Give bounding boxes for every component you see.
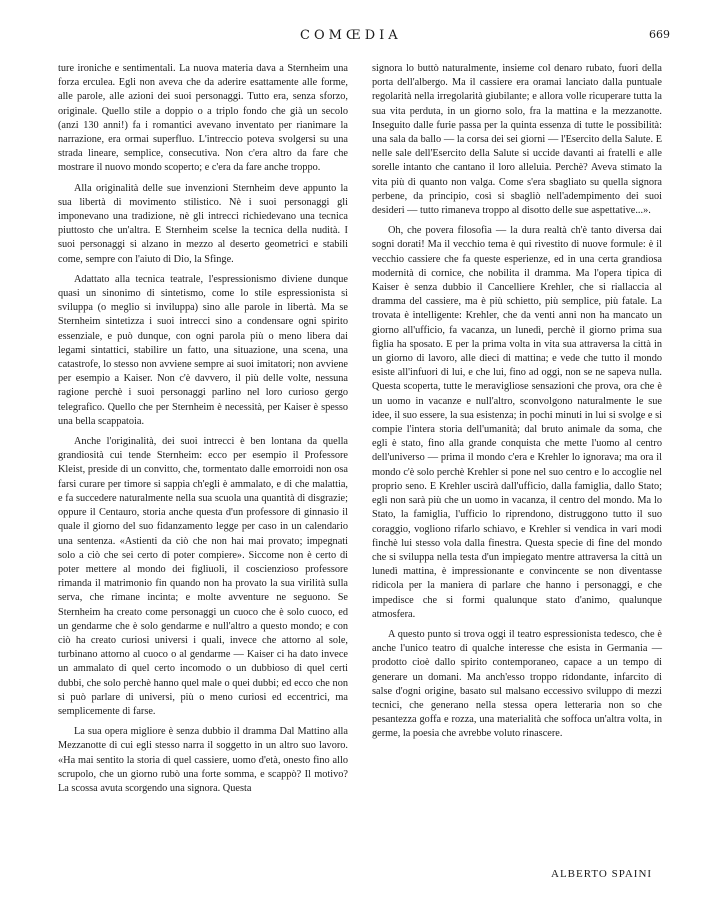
right-column (372, 62, 662, 748)
page-number: 669 (649, 28, 670, 41)
paragraph: A questo punto si trova oggi il teatro espressionista tedesco, che è anche l'unico teatro di qualche interesse che esista in Germania — prodotto cioè dallo spirito contemporaneo, capace a un tempo di generare un domani. Ma anch'esso troppo ridondante, infarcito di salse d'ogni origine, basato sul malsano eccessivo sviluppo di mezzi tecnici, che generano nella stessa opera letteraria non so che pesantezza goffa e rozza, una materialità che soffoca un'altra volta, in germe, la poesia che avrebbe voluto rinascere. (372, 628, 662, 740)
page-header (0, 28, 710, 50)
journal-title: COMŒDIA (300, 28, 402, 43)
paragraph: Oh, che povera filosofia — la dura realtà ch'è tanto diversa dai sogni dorati! Ma il vecchio tema è qui rivestito di nuove formule: è il vecchio cassiere che fa queste esperienze, ed in una certa grandiosa modernità di cornice, che nobilita il dramma. Ma l'opera tipica di Kaiser è senza dubbio il Cancelliere Krehler, che si riallaccia al dramma del cassiere, ma è più schietto, più semplice, più fatale. La trovata è intelligente: Krehler, che da venti anni non ha mancato un giorno all'ufficio, fa vacanza, un lunedì, perchè il giorno prima sua figlia ha sposato. E per la prima volta in vita sua attraversa la città in un giorno di lavoro, alle dieci di mattina; e vede che tutto il mondo esiste all'infuori di lui, e che lui, fino ad oggi, non se ne sapeva nulla. Questa scoperta, tutte le meravigliose sensazioni che prova, ora che è un uomo in vacanze e null'altro, sconvolgono naturalmente le sue idee, il suo essere, la sua esistenza; in pochi minuti in lui si svolge e si compie l'intera storia dell'umanità; dal bruto animale da soma, che egli è stato, fino alla grande conquista che mette l'uomo al centro dell'universo — prima il mondo c'era e Krehler lo ignorava; ma ora il mondo c'è solo perchè Krehler si pone nel suo centro e lo accoglie nel proprio seno. E Krehler uscirà dall'ufficio, dalla famiglia, dallo Stato; egli non sarà più che un uomo in vacanza, il centro del mondo. Ma lo Stato, la famiglia, l'ufficio lo riprendono, distruggono tutto il suo coraggio, vogliono rifarlo schiavo, e Krehler si vendica in vari modi finchè lui stesso vola dalla finestra. Questa specie di fine del mondo che si sviluppa nella testa d'un impiegato mentre attraversa la città un lunedì mattina, è impressionante e convincente se non diventasse ridicola per la maniera di parlare che hanno i personaggi, e che impedisce che si formi qualunque stato d'animo, qualunque atmosfera. (372, 225, 662, 620)
paragraph: La sua opera migliore è senza dubbio il dramma Dal Mattino alla Mezzanotte di cui egli stesso narra il soggetto in un altro suo lavoro. «Ha mai sentito la storia di quel cassiere, uomo d'età, onesto fino allo scrupolo, che un giorno rubò una forte somma, e scappò? Il motivo? La scossa avuta scorgendo una signora. Questa (58, 726, 348, 794)
paragraph: signora lo buttò naturalmente, insieme col denaro rubato, fuori della porta dell'albergo. Ma il cassiere era oramai lanciato dalla puntuale regolarità nella irregolarità giubilante; e allora volle ricuperare tutta la sua vita perduta, in un giorno solo, fra la mattina e la mezzanotte. Inseguito dalle furie passa per la quinta essenza di tutte le possibilità: una sala da ballo — la corsa dei sei giorni — l'Esercito della Salute. E nelle sale dell'Esercito della Salute si uccide davanti ai fratelli e alle sorelle intanto che cantano il loro alleluia. Perchè? Aveva stimato la vita più di quanto non valga. Come s'era sbagliato su quella signora perbene, da principio, così si sbagliò nell'adempimento dei suoi desideri — tutto rimaneva troppo al disotto delle sue aspettative...». (372, 63, 662, 217)
paragraph: Adattato alla tecnica teatrale, l'espressionismo diviene dunque quasi un sinonimo di sintetismo, come lo stile espressionista si sviluppa (o meglio si inviluppa) sino alle parole in libertà. Ma se Sternheim sintetizza i suoi intrecci sino a condensare ogni spirito essenziale, e può dunque, con ogni parola più o meno libera dai legami sintattici, stabilire un fatto, una situazione, una scena, una catastrofe, lo stesso non avviene sempre ai suoi imitatori; non avviene per esempio a Kaiser. Non c'è davvero, il più delle volte, nessuna ragione perchè i suoi personaggi parlino nel loro curioso gergo telegrafico. Quello che per Sternheim è necessità, per Kaiser è spesso una bella scappatoia. (58, 273, 348, 427)
left-column (58, 62, 348, 802)
paragraph: Anche l'originalità, dei suoi intrecci è ben lontana da quella grandiosità cui tende Sternheim: ecco per esempio il Professore Kleist, preside di un convitto, che, tormentato dalle emorroidi non osa farsi curare per timore si sappia ch'egli è ammalato, e di che malattia, e fa succedere naturalmente nella sua scuola una quantità di disgrazie; oppure il Centauro, storia anche questa d'un professore di ginnasio il quale il giorno del suo fidanzamento legge per caso in un calendario una sentenza. «Astienti da ciò che non hai mai provato; impegnati solo a ciò che sei certo di poter compiere». Siccome non è certo di poter mettere al mondo dei figliuoli, il coscienzioso professore rimanda il matrimonio fin quando non ha provato la sua virilità sulla serva, che rimane incinta; e molte avventure ne seguono. Se Sternheim ha creato come personaggi un cuoco che è solo cuoco, ed un gendarme che è solo gendarme e null'altro a questo mondo; e con ciò ha creato curiosi universi i quali, invece che attorno al sole, turbinano attorno al cuoco o al gendarme — Kaiser ci ha dato invece un ammalato di quel certo incomodo o un dubbioso di quel certi dubbi, che solo perchè hanno quel male o quei dubbi; ed ecco che non si può parlare di universi, più o meno curiosi ed eccentrici, ma semplicemente di farse. (58, 436, 348, 717)
paragraph: Alla originalità delle sue invenzioni Sternheim deve appunto la sua libertà di movimento stilistico. Nè i suoi personaggi gli imponevano una tradizione, nè gli intrecci richiedevano una tecnica piuttosto che un'altra. E Sternheim scelse la tecnica della nudità. I suoi personaggi si alzano in mezzo al deserto geometrici e stabili come, sempre con l'aiuto di Dio, la Sfinge. (58, 182, 348, 265)
author-signature: ALBERTO SPAINI (551, 868, 653, 880)
paragraph: ture ironiche e sentimentali. La nuova materia dava a Sternheim una forza erculea. Egli non aveva che da aderire esattamente alle forme, alle parole, alle azioni dei suoi personaggi. Tutto era, senza sforzo, originale. Quello stile a doppio o a triplo fondo che già un secolo (anzi 130 anni!) fa i romantici avevano inventato per rianimare la narrazione, era ormai superfluo. L'intreccio poteva svolgersi su una strada lineare, semplice, consecutiva. Non c'era altro da fare che mostrare il nuovo mondo scoperto; e c'era da fare anche troppo. (58, 63, 348, 174)
